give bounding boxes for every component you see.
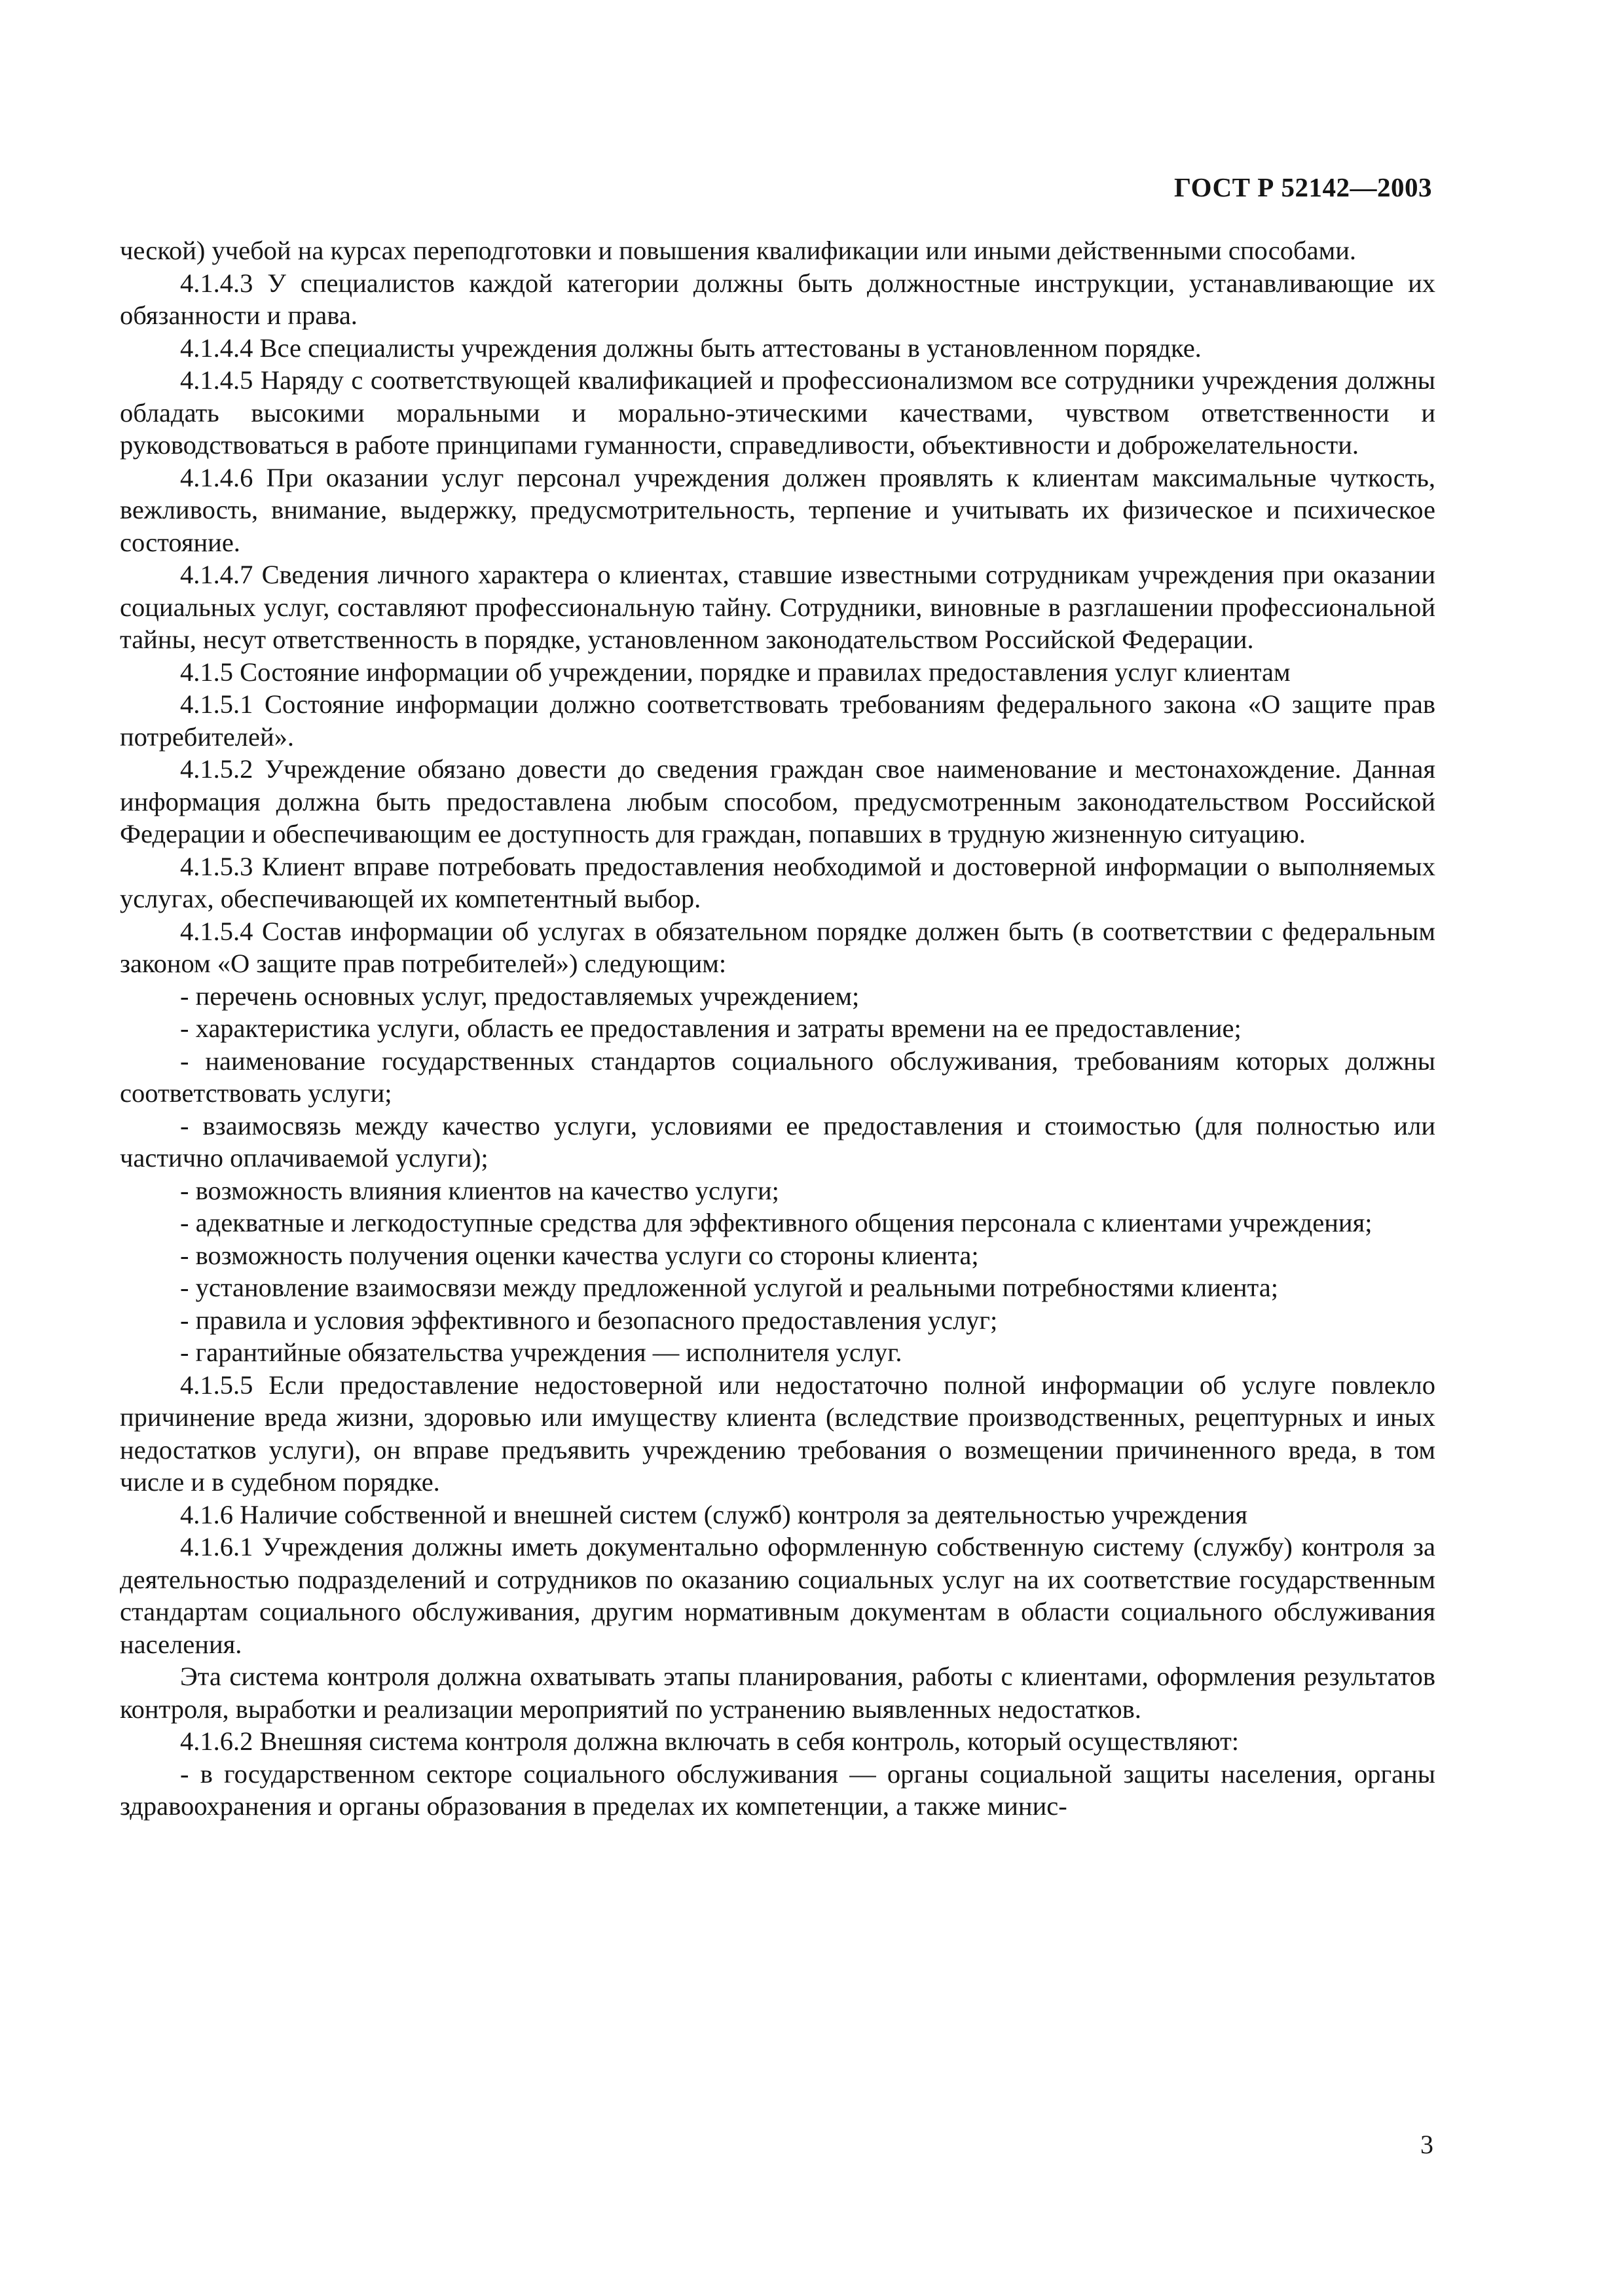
section-heading: 4.1.6 Наличие собственной и внешней систем (служб) контроля за деятельностью учреждения <box>180 1499 1247 1529</box>
list-item: - характеристика услуги, область ее предоставления и затраты времени на ее предоставление; <box>180 1013 1242 1043</box>
list-item: - взаимосвязь между качество услуги, условиями ее предоставления и стоимостью (для полностью или частично оплачиваемой услуги); <box>120 1110 1435 1173</box>
list-item: - наименование государственных стандартов социального обслуживания, требованиям которых должны соответствовать услуги; <box>120 1046 1435 1108</box>
paragraph: 4.1.5.1 Состояние информации должно соответствовать требованиям федерального закона «О защите прав потребителей». <box>120 689 1435 752</box>
paragraph: ческой) учебой на курсах переподготовки и повышения квалификации или иными действенными способами. <box>120 236 1356 265</box>
standard-designation: ГОСТ Р 52142—2003 <box>1174 172 1432 202</box>
list-item: - правила и условия эффективного и безопасного предоставления услуг; <box>180 1305 998 1335</box>
paragraph: 4.1.6.1 Учреждения должны иметь документально оформленную собственную систему (службу) контроля за деятельностью подразделений и сотрудников по оказанию социальных услуг на их соответствие государственным стандартам социального обслуживания, другим нормативным документам в области социального обслуживания населения. <box>120 1532 1435 1659</box>
paragraph: 4.1.5.5 Если предоставление недостоверной или недостаточно полной информации об услуге повлекло причинение вреда жизни, здоровью или имуществу клиента (вследствие производственных, рецептурных и иных недостатков услуги), он вправе предъявить учреждению требования о возмещении причиненного вреда, в том числе и в судебном порядке. <box>120 1370 1435 1497</box>
paragraph: 4.1.5.2 Учреждение обязано довести до сведения граждан свое наименование и местонахождение. Данная информация должна быть предоставлена любым способом, предусмотренным законодательством Российской Федерации и обеспечивающим ее доступность для граждан, попавших в трудную жизненную ситуацию. <box>120 754 1435 848</box>
paragraph: 4.1.4.6 При оказании услуг персонал учреждения должен проявлять к клиентам максимальные чуткость, вежливость, внимание, выдержку, предусмотрительность, терпение и учитывать их физическое и психическое состояние. <box>120 462 1435 557</box>
paragraph: 4.1.4.4 Все специалисты учреждения должны быть аттестованы в установленном порядке. <box>180 333 1202 363</box>
page-number: 3 <box>1420 2130 1433 2159</box>
paragraph: 4.1.6.2 Внешняя система контроля должна включать в себя контроль, который осуществляют: <box>180 1726 1240 1756</box>
section-heading: 4.1.5 Состояние информации об учреждении, порядке и правилах предоставления услуг клиентам <box>180 657 1291 687</box>
paragraph: 4.1.4.3 У специалистов каждой категории должны быть должностные инструкции, устанавливающие их обязанности и права. <box>120 268 1435 330</box>
list-item: - перечень основных услуг, предоставляемых учреждением; <box>180 981 860 1011</box>
list-item: - установление взаимосвязи между предложенной услугой и реальными потребностями клиента; <box>180 1273 1278 1302</box>
list-item: - возможность получения оценки качества услуги со стороны клиента; <box>180 1240 979 1270</box>
document-body <box>120 234 1435 1823</box>
paragraph: 4.1.4.7 Сведения личного характера о клиентах, ставшие известными сотрудникам учреждения при оказании социальных услуг, составляют профессиональную тайну. Сотрудники, виновные в разглашении профессиональной тайны, несут ответственность в порядке, установленном законодательством Российской Федерации. <box>120 560 1435 654</box>
paragraph: 4.1.5.4 Состав информации об услугах в обязательном порядке должен быть (в соответствии с федеральным законом «О защите прав потребителей») следующим: <box>120 916 1435 978</box>
paragraph: 4.1.5.3 Клиент вправе потребовать предоставления необходимой и достоверной информации о выполняемых услугах, обеспечивающей их компетентный выбор. <box>120 851 1435 913</box>
list-item: - в государственном секторе социального обслуживания — органы социальной защиты населения, органы здравоохранения и органы образования в пределах их компетенции, а также минис- <box>120 1758 1435 1821</box>
list-item: - адекватные и легкодоступные средства для эффективного общения персонала с клиентами учреждения; <box>180 1208 1373 1237</box>
list-item: - возможность влияния клиентов на качество услуги; <box>180 1175 779 1205</box>
paragraph: 4.1.4.5 Наряду с соответствующей квалификацией и профессионализмом все сотрудники учреждения должны обладать высокими моральными и морально-этическими качествами, чувством ответственности и руководствоваться в работе принципами гуманности, справедливости, объективности и доброжелательности. <box>120 365 1435 460</box>
paragraph: Эта система контроля должна охватывать этапы планирования, работы с клиентами, оформления результатов контроля, выработки и реализации мероприятий по устранению выявленных недостатков. <box>120 1662 1435 1724</box>
list-item: - гарантийные обязательства учреждения — исполнителя услуг. <box>180 1338 902 1367</box>
